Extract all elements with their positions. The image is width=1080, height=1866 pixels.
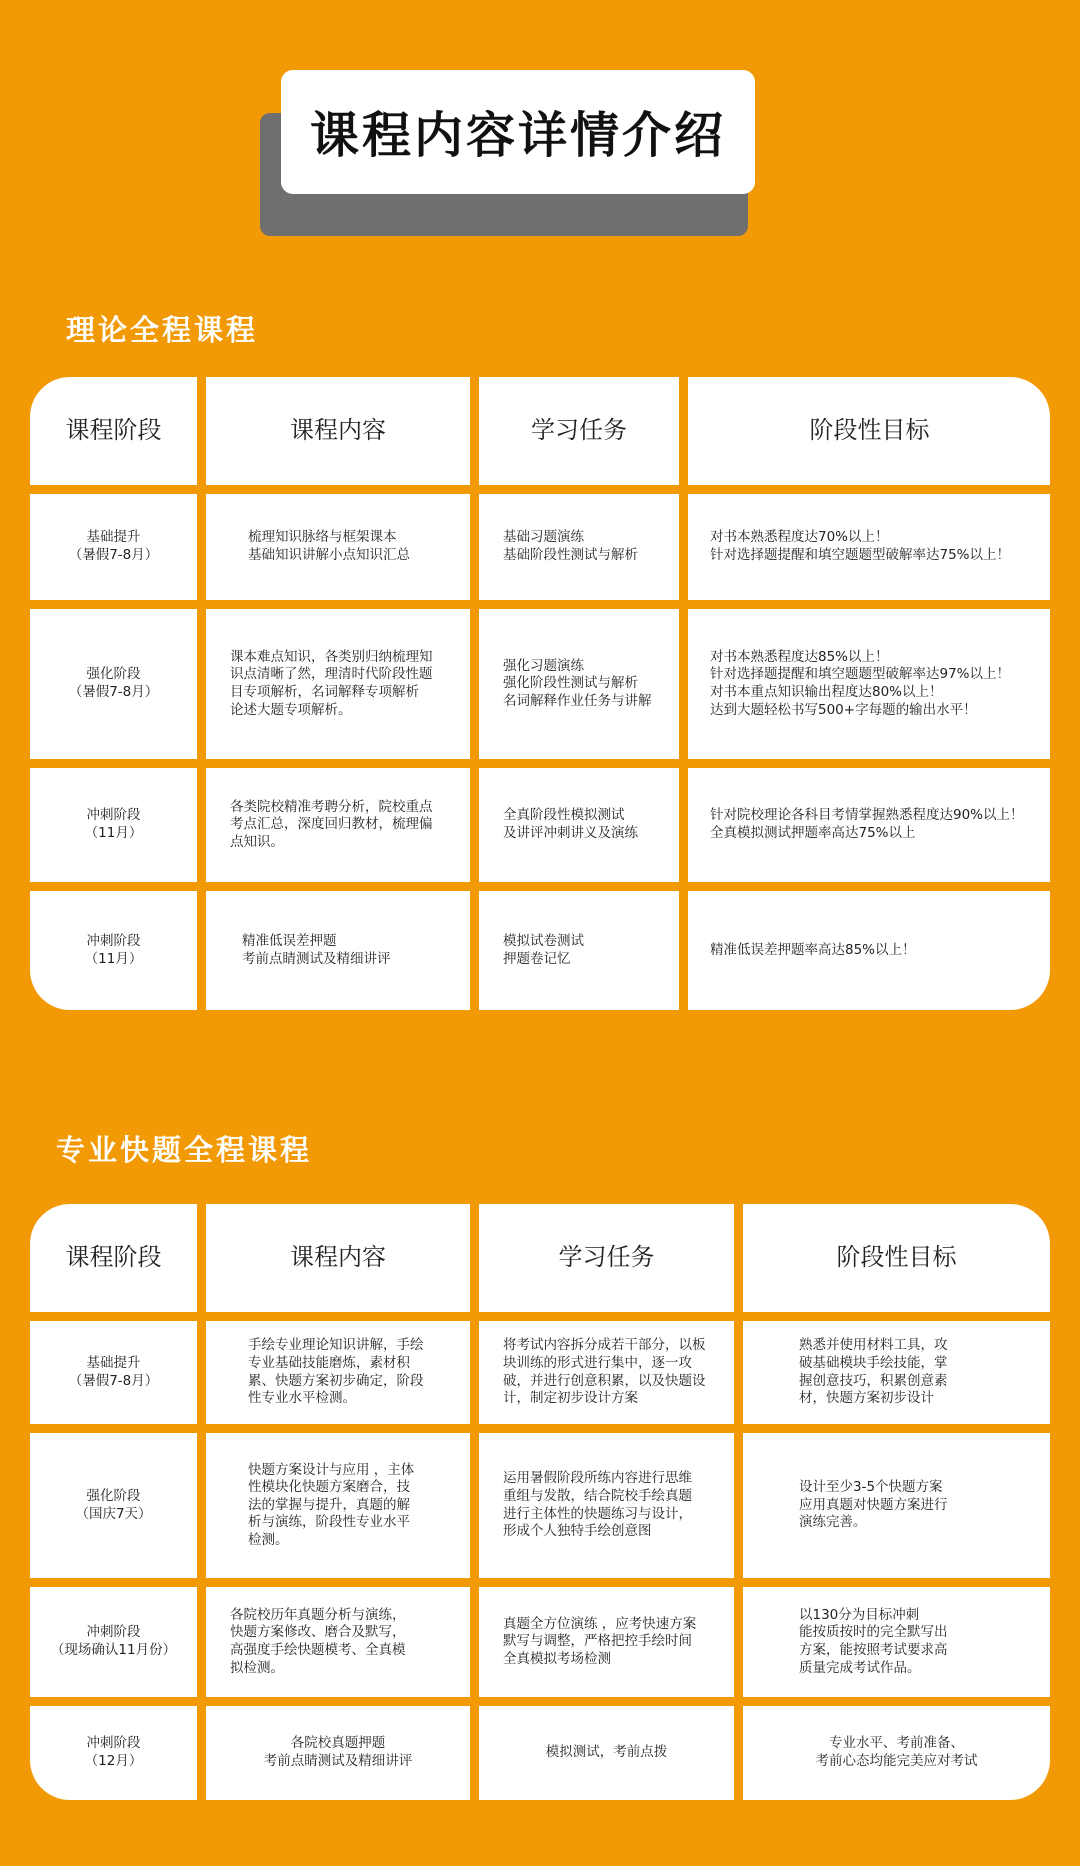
table-row-task: 将考试内容拆分成若干部分，以板 块训练的形式进行集中，逐一攻 破，并进行创意积累，以及快题设 计，制定初步设计方案 [479, 1321, 734, 1424]
header-task: 学习任务 [479, 1204, 734, 1312]
table-row-task: 强化习题演练 强化阶段性测试与解析 名词解释作业任务与讲解 [479, 609, 679, 759]
table-row-content: 各院校历年真题分析与演练， 快题方案修改、磨合及默写， 高强度手绘快题模考、全真模 拟检测。 [206, 1587, 470, 1697]
table-row-goal: 对书本熟悉程度达70%以上！ 针对选择题提醒和填空题题型破解率达75%以上！ [688, 494, 1050, 600]
table-row-task: 模拟试卷测试 押题卷记忆 [479, 891, 679, 1010]
table-row-content: 精准低误差押题 考前点睛测试及精细讲评 [206, 891, 470, 1010]
table-row-goal: 熟悉并使用材料工具，攻 破基础模块手绘技能，掌 握创意技巧，积累创意素 材，快题方案初步设计 [743, 1321, 1050, 1424]
professional-course-table [30, 1204, 1050, 1800]
table-row-goal: 专业水平、考前准备、 考前心态均能完美应对考试 [743, 1706, 1050, 1800]
table-row-task: 运用暑假阶段所练内容进行思维 重组与发散，结合院校手绘真题 进行主体性的快题练习与设计， 形成个人独特手绘创意图 [479, 1433, 734, 1578]
theory-course-table [30, 377, 1050, 1010]
header-content: 课程内容 [206, 1204, 470, 1312]
section-title-theory: 理论全程课程 [66, 313, 259, 347]
table-row-stage: 基础提升 （暑假7-8月） [30, 1321, 197, 1424]
header-stage: 课程阶段 [30, 1204, 197, 1312]
page-title: 课程内容详情介绍 [281, 70, 755, 194]
table-row-stage: 冲刺阶段 （现场确认11月份） [30, 1587, 197, 1697]
table-row-content: 课本难点知识，各类别归纳梳理知 识点清晰了然，理清时代阶段性题 目专项解析，名词解释专项解析 论述大题专项解析。 [206, 609, 470, 759]
table-row-task: 真题全方位演练 ，应考快速方案 默写与调整，严格把控手绘时间 全真模拟考场检测 [479, 1587, 734, 1697]
table-row-goal: 设计至少3-5个快题方案 应用真题对快题方案进行 演练完善。 [743, 1433, 1050, 1578]
table-row-content: 各类院校精准考聘分析，院校重点 考点汇总，深度回归教材，梳理偏 点知识。 [206, 768, 470, 882]
table-row-goal: 以130分为目标冲刺 能按质按时的完全默写出 方案，能按照考试要求高 质量完成考试作品。 [743, 1587, 1050, 1697]
table-row-stage: 冲刺阶段 （12月） [30, 1706, 197, 1800]
header-task: 学习任务 [479, 377, 679, 485]
table-row-stage: 强化阶段 （暑假7-8月） [30, 609, 197, 759]
table-row-stage: 冲刺阶段 （11月） [30, 768, 197, 882]
table-row-content: 快题方案设计与应用 ，主体 性模块化快题方案磨合，技 法的掌握与提升，真题的解 析与演练，阶段性专业水平 检测。 [206, 1433, 470, 1578]
table-row-content: 手绘专业理论知识讲解，手绘 专业基础技能磨炼，素材积 累、快题方案初步确定，阶段 性专业水平检测。 [206, 1321, 470, 1424]
section-title-professional: 专业快题全程课程 [56, 1133, 313, 1167]
table-row-stage: 基础提升 （暑假7-8月） [30, 494, 197, 600]
table-row-task: 基础习题演练 基础阶段性测试与解析 [479, 494, 679, 600]
header-stage: 课程阶段 [30, 377, 197, 485]
header-goal: 阶段性目标 [688, 377, 1050, 485]
table-row-goal: 针对院校理论各科目考情掌握熟悉程度达90%以上！ 全真模拟测试押题率高达75%以上 [688, 768, 1050, 882]
table-row-stage: 强化阶段 （国庆7天） [30, 1433, 197, 1578]
table-row-stage: 冲刺阶段 （11月） [30, 891, 197, 1010]
table-row-goal: 对书本熟悉程度达85%以上！ 针对选择题提醒和填空题题型破解率达97%以上！ 对书本重点知识输出程度达80%以上！ 达到大题轻松书写500+字每题的输出水平！ [688, 609, 1050, 759]
table-row-content: 梳理知识脉络与框架课本 基础知识讲解小点知识汇总 [206, 494, 470, 600]
table-row-task: 模拟测试，考前点拨 [479, 1706, 734, 1800]
table-row-goal: 精准低误差押题率高达85%以上！ [688, 891, 1050, 1010]
table-row-task: 全真阶段性模拟测试 及讲评冲刺讲义及演练 [479, 768, 679, 882]
table-row-content: 各院校真题押题 考前点睛测试及精细讲评 [206, 1706, 470, 1800]
header-content: 课程内容 [206, 377, 470, 485]
header-goal: 阶段性目标 [743, 1204, 1050, 1312]
